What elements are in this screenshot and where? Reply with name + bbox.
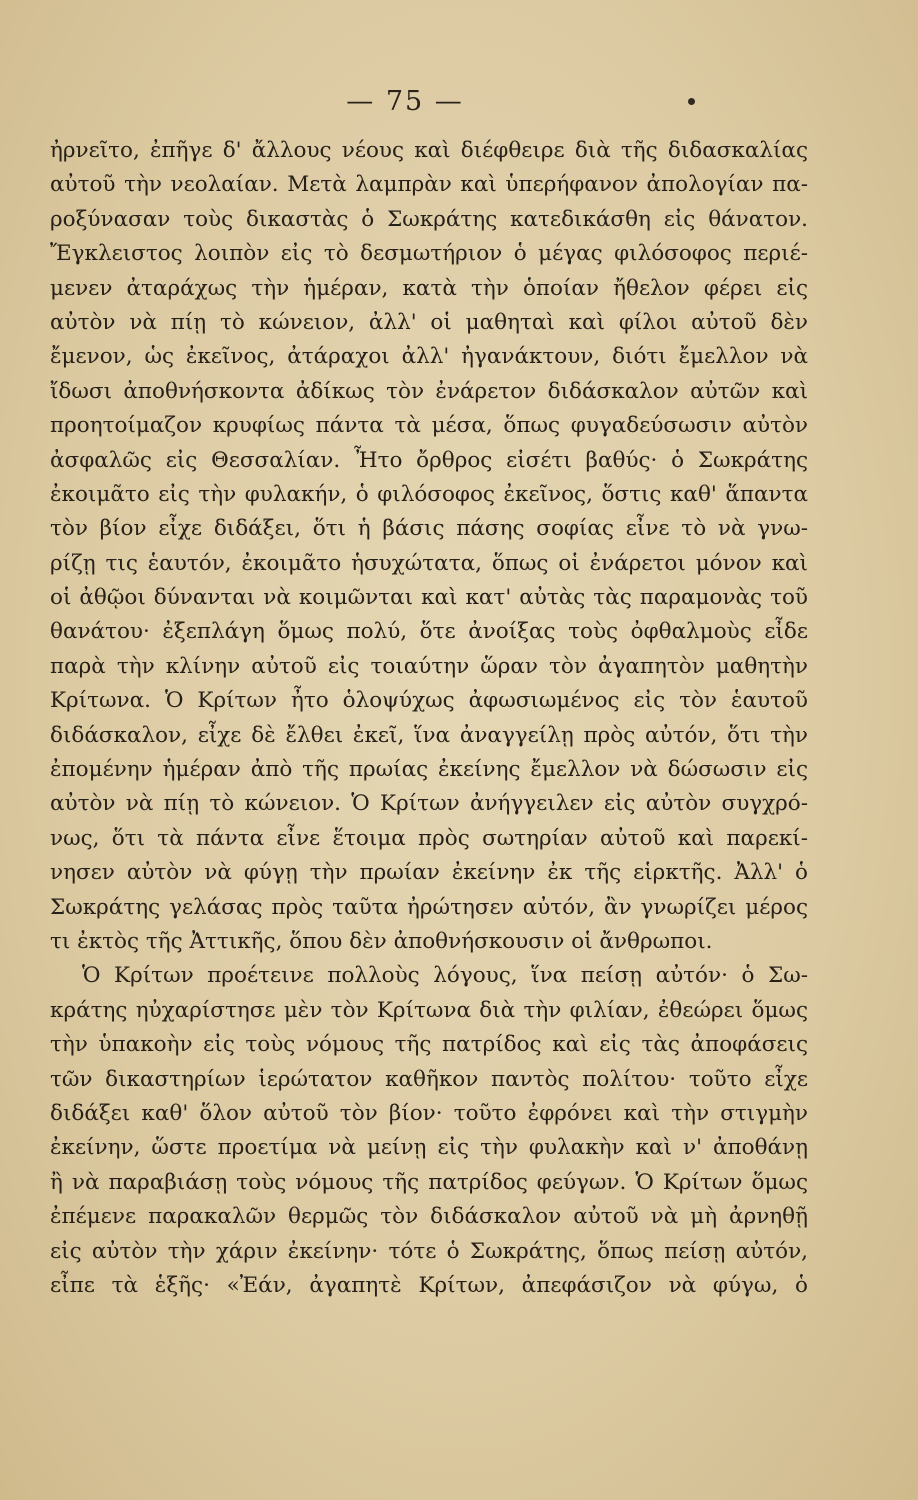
text-line-12: τὸν βίον εἶχε διδάξει, ὅτι ἡ βάσις πάσης σοφίας εἶνε τὸ νὰ γνω- — [50, 516, 808, 542]
text-line-16: παρὰ τὴν κλίνην αὐτοῦ εἰς τοιαύτην ὥραν τὸν ἀγαπητὸν μαθητὴν — [50, 653, 808, 679]
text-line-23: Σωκράτης γελάσας πρὸς ταῦτα ἠρώτησεν αὐτόν, ἂν γνωρίζει μέρος — [50, 894, 808, 920]
text-line-24: τι ἐκτὸς τῆς Ἀττικῆς, ὅπου δὲν ἀποθνήσκουσιν οἱ ἄνθρωποι. — [50, 928, 713, 954]
text-line-1: ἠρνεῖτο, ἐπῆγε δ' ἄλλους νέους καὶ διέφθειρε διὰ τῆς διδασκαλίας — [50, 138, 808, 163]
text-line-4: Ἔγκλειστος λοιπὸν εἰς τὸ δεσμωτήριον ὁ μέγας φιλόσοφος περιέ- — [50, 241, 808, 267]
text-line-7: ἔμενον, ὡς ἐκεῖνος, ἀτάραχοι ἀλλ' ἠγανάκτουν, διότι ἔμελλον νὰ — [50, 344, 808, 370]
text-line-22: νησεν αὐτὸν νὰ φύγῃ τὴν πρωίαν ἐκείνην ἐκ τῆς εἱρκτῆς. Ἀλλ' ὁ — [50, 860, 808, 886]
text-line-28: τῶν δικαστηρίων ἱερώτατον καθῆκον παντὸς πολίτου· τοῦτο εἶχε — [50, 1066, 808, 1092]
text-line-32: ἐπέμενε παρακαλῶν θερμῶς τὸν διδάσκαλον αὐτοῦ νὰ μὴ ἀρνηθῇ — [50, 1204, 808, 1230]
text-line-6: αὐτὸν νὰ πίῃ τὸ κώνειον, ἀλλ' οἱ μαθηταὶ καὶ φίλοι αὐτοῦ δὲν — [50, 309, 808, 335]
text-line-19: ἐπομένην ἡμέραν ἀπὸ τῆς πρωίας ἐκείνης ἔμελλον νὰ δώσωσιν εἰς — [50, 757, 808, 783]
text-line-20: αὐτὸν νὰ πίῃ τὸ κώνειον. Ὁ Κρίτων ἀνήγγειλεν εἰς αὐτὸν συγχρό- — [50, 791, 808, 817]
text-line-30: ἐκείνην, ὥστε προετίμα νὰ μείνῃ εἰς τὴν φυλακὴν καὶ ν' ἀποθάνῃ — [50, 1135, 808, 1161]
text-line-11: ἐκοιμᾶτο εἰς τὴν φυλακήν, ὁ φιλόσοφος ἐκεῖνος, ὅστις καθ' ἅπαντα — [50, 481, 808, 507]
text-line-34: εἶπε τὰ ἑξῆς· «Ἐάν, ἀγαπητὲ Κρίτων, ἀπεφάσιζον νὰ φύγω, ὁ — [50, 1272, 808, 1298]
text-line-14: οἱ ἀθῷοι δύνανται νὰ κοιμῶνται καὶ κατ' αὐτὰς τὰς παραμονὰς τοῦ — [50, 585, 808, 611]
page-number: — 75 — — [346, 86, 464, 117]
text-line-33: εἰς αὐτὸν τὴν χάριν ἐκείνην· τότε ὁ Σωκράτης, ὅπως πείσῃ αὐτόν, — [50, 1238, 808, 1264]
text-line-8: ἴδωσι ἀποθνήσκοντα ἀδίκως τὸν ἐνάρετον διδάσκαλον αὐτῶν καὶ — [50, 378, 808, 404]
text-line-27: τὴν ὑπακοὴν εἰς τοὺς νόμους τῆς πατρίδος καὶ εἰς τὰς ἀποφάσεις — [50, 1032, 808, 1058]
text-line-2: αὐτοῦ τὴν νεολαίαν. Μετὰ λαμπρὰν καὶ ὑπερήφανον ἀπολογίαν πα- — [50, 172, 808, 198]
body-text — [50, 134, 808, 1303]
text-line-26: κράτης ηὐχαρίστησε μὲν τὸν Κρίτωνα διὰ τὴν φιλίαν, ἐθεώρει ὅμως — [50, 997, 808, 1023]
text-line-18: διδάσκαλον, εἶχε δὲ ἔλθει ἐκεῖ, ἵνα ἀναγγείλῃ πρὸς αὐτόν, ὅτι τὴν — [50, 722, 808, 748]
text-line-5: μενεν ἀταράχως τὴν ἡμέραν, κατὰ τὴν ὁποίαν ἤθελον φέρει εἰς — [50, 275, 808, 301]
text-line-29: διδάξει καθ' ὅλον αὐτοῦ τὸν βίον· τοῦτο ἐφρόνει καὶ τὴν στιγμὴν — [50, 1100, 808, 1126]
text-line-31: ἢ νὰ παραβιάσῃ τοὺς νόμους τῆς πατρίδος φεύγων. Ὁ Κρίτων ὅμως — [50, 1169, 808, 1195]
text-line-3: ροξύνασαν τοὺς δικαστὰς ὁ Σωκράτης κατεδικάσθη εἰς θάνατον. — [50, 206, 808, 232]
text-line-9: προητοίμαζον κρυφίως πάντα τὰ μέσα, ὅπως φυγαδεύσωσιν αὐτὸν — [50, 413, 808, 439]
text-line-17: Κρίτωνα. Ὁ Κρίτων ἦτο ὁλοψύχως ἀφωσιωμένος εἰς τὸν ἑαυτοῦ — [50, 688, 808, 714]
text-line-15: θανάτου· ἐξεπλάγη ὅμως πολύ, ὅτε ἀνοίξας τοὺς ὀφθαλμοὺς εἶδε — [50, 619, 808, 645]
ink-speck — [688, 98, 695, 105]
text-line-21: νως, ὅτι τὰ πάντα εἶνε ἕτοιμα πρὸς σωτηρίαν αὐτοῦ καὶ παρεκί- — [50, 825, 808, 851]
text-line-10: ἀσφαλῶς εἰς Θεσσαλίαν. Ἦτο ὄρθρος εἰσέτι βαθύς· ὁ Σωκράτης — [50, 447, 808, 473]
text-line-13: ρίζῃ τις ἑαυτόν, ἐκοιμᾶτο ἡσυχώτατα, ὅπως οἱ ἐνάρετοι μόνον καὶ — [50, 550, 808, 576]
text-line-25: Ὁ Κρίτων προέτεινε πολλοὺς λόγους, ἵνα πείσῃ αὐτόν· ὁ Σω- — [82, 963, 808, 989]
